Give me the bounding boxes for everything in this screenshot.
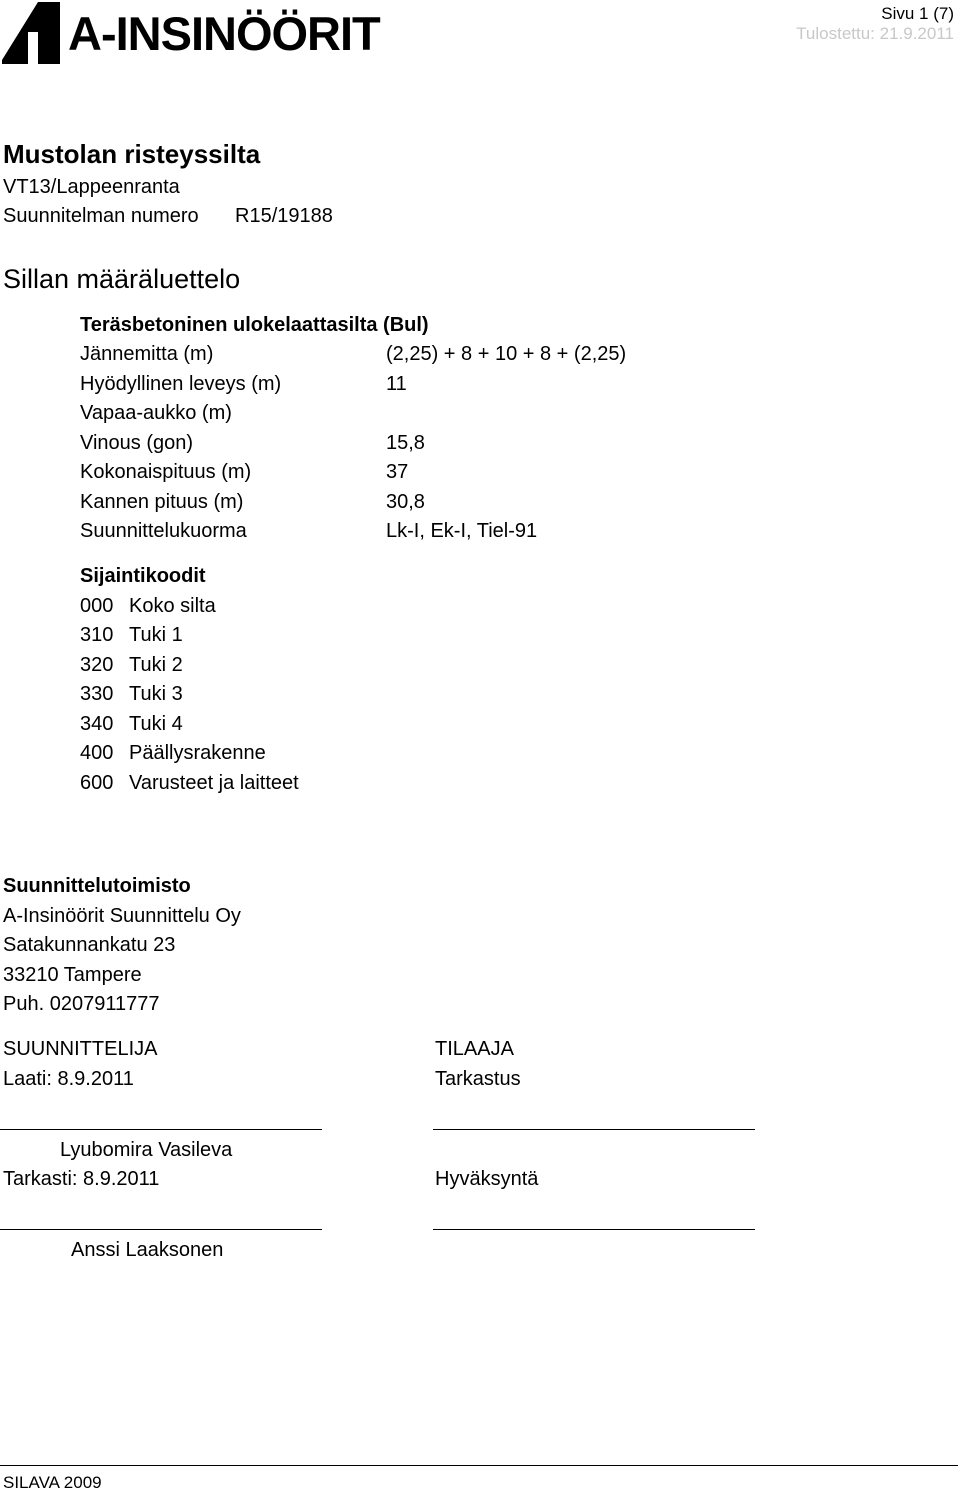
signature-line <box>433 1229 755 1230</box>
logo-text: A-INSINÖÖRIT <box>68 7 380 60</box>
spec-label: Suunnittelukuorma <box>80 520 247 542</box>
spec-label: Jännemitta (m) <box>80 343 214 365</box>
client-heading: TILAAJA <box>435 1038 514 1060</box>
plan-number-label: Suunnitelman numero <box>3 205 199 227</box>
footer-text: SILAVA 2009 <box>3 1473 102 1492</box>
logo-mark-icon <box>2 2 60 64</box>
footer-divider <box>0 1465 958 1466</box>
location-codes-title: Sijaintikoodit <box>80 565 206 587</box>
spec-label: Hyödyllinen leveys (m) <box>80 373 282 395</box>
spec-label: Kokonaispituus (m) <box>80 461 252 483</box>
location-name: Päällysrakenne <box>129 742 266 764</box>
office-phone: Puh. 0207911777 <box>3 993 160 1015</box>
company-logo <box>0 0 400 66</box>
spec-value: 15,8 <box>386 432 425 454</box>
office-street: Satakunnankatu 23 <box>3 934 176 956</box>
spec-value: 37 <box>386 461 409 483</box>
location-name: Tuki 2 <box>129 654 183 676</box>
spec-value: Lk-I, Ek-I, Tiel-91 <box>386 520 538 542</box>
location-code: 000 <box>80 595 114 617</box>
signature-line <box>0 1129 322 1130</box>
spec-label: Vapaa-aukko (m) <box>80 402 232 424</box>
spec-label: Vinous (gon) <box>80 432 194 454</box>
review-label: Tarkastus <box>435 1068 521 1090</box>
designer-heading: SUUNNITTELIJA <box>3 1038 158 1060</box>
approval-label: Hyväksyntä <box>435 1168 539 1190</box>
preparer-name: Lyubomira Vasileva <box>60 1139 233 1161</box>
list-title: Sillan määräluettelo <box>3 264 241 294</box>
plan-number: R15/19188 <box>235 205 333 227</box>
page-info <box>796 4 954 44</box>
location-name: Koko silta <box>129 595 216 617</box>
location-code: 310 <box>80 624 114 646</box>
checker-name: Anssi Laaksonen <box>71 1239 224 1261</box>
project-title: Mustolan risteyssilta <box>3 139 261 169</box>
prepared-date: Laati: 8.9.2011 <box>3 1068 134 1090</box>
signature-line <box>0 1229 322 1230</box>
spec-label: Kannen pituus (m) <box>80 491 244 513</box>
spec-value: 30,8 <box>386 491 425 513</box>
location-code: 600 <box>80 772 114 794</box>
page-number: Sivu 1 (7) <box>881 4 954 23</box>
office-city: 33210 Tampere <box>3 964 142 986</box>
project-location: VT13/Lappeenranta <box>3 176 180 198</box>
location-code: 330 <box>80 683 114 705</box>
spec-value: 11 <box>386 373 407 395</box>
location-name: Varusteet ja laitteet <box>129 772 299 794</box>
office-name: A-Insinöörit Suunnittelu Oy <box>3 905 241 927</box>
printed-date: Tulostettu: 21.9.2011 <box>796 24 954 43</box>
signature-line <box>433 1129 755 1130</box>
location-code: 400 <box>80 742 114 764</box>
location-name: Tuki 3 <box>129 683 183 705</box>
bridge-type: Teräsbetoninen ulokelaattasilta (Bul) <box>80 314 429 336</box>
office-title: Suunnittelutoimisto <box>3 875 191 897</box>
location-code: 320 <box>80 654 114 676</box>
spec-value: (2,25) + 8 + 10 + 8 + (2,25) <box>386 343 627 365</box>
location-name: Tuki 1 <box>129 624 183 646</box>
checked-date: Tarkasti: 8.9.2011 <box>3 1168 160 1190</box>
location-code: 340 <box>80 713 114 735</box>
location-name: Tuki 4 <box>129 713 183 735</box>
